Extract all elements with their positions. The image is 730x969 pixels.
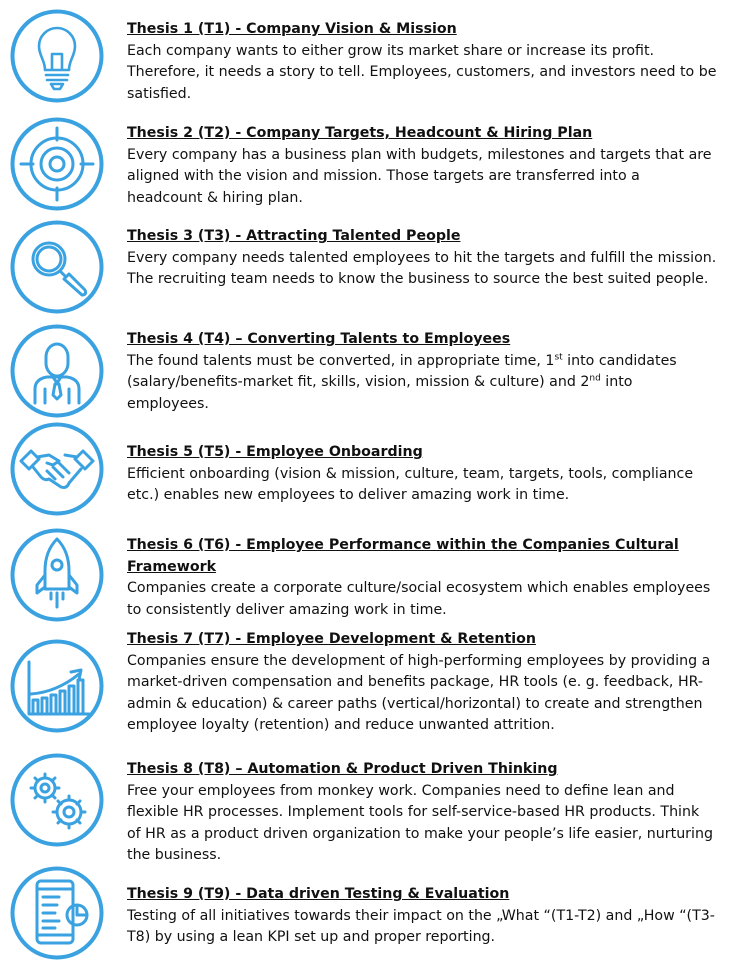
thesis-8: [127, 759, 717, 867]
thesis-body-part: into employees.: [127, 374, 633, 412]
mobile-report-icon: [9, 865, 105, 961]
thesis-title: Thesis 2 (T2) - Company Targets, Headcount & Hiring Plan: [127, 125, 593, 141]
thesis-body: Every company has a business plan with budgets, milestones and targets that are aligned with the vision and mission. Those targets are transferred into a headcount & hiring plan.: [127, 146, 712, 206]
thesis-body-part: into candidates (salary/benefits-market fit, skills, vision, mission & culture) and 2: [127, 352, 677, 390]
thesis-7: [127, 629, 717, 737]
thesis-1: [127, 19, 717, 105]
ordinal-suffix: st: [554, 351, 563, 362]
thesis-body: Free your employees from monkey work. Companies need to define lean and flexible HR processes. Implement tools for self-service-based HR products. Think of HR as a product driven organization to make your people’s life easier, nurturing the business.: [127, 782, 713, 863]
thesis-body: [127, 351, 717, 416]
thesis-3: [127, 226, 717, 291]
thesis-body: Efficient onboarding (vision & mission, culture, team, targets, tools, compliance etc.) enables new employees to deliver amazing work in time.: [127, 465, 694, 503]
thesis-9: [127, 884, 717, 949]
thesis-title: Thesis 1 (T1) - Company Vision & Mission: [127, 21, 457, 37]
gears-icon: [9, 752, 105, 848]
thesis-title: Thesis 4 (T4) – Converting Talents to Employees: [127, 331, 511, 347]
thesis-2: [127, 123, 717, 209]
thesis-body: Testing of all initiatives towards their impact on the „What “(T1-T2) and „How “(T3-T8) by using a lean KPI set up and proper reporting.: [127, 907, 715, 945]
thesis-body: Each company wants to either grow its market share or increase its profit. Therefore, it needs a story to tell. Employees, customers, and investors need to be satisfied.: [127, 42, 717, 102]
handshake-icon: [9, 421, 105, 517]
thesis-5: [127, 442, 717, 507]
thesis-4: [127, 329, 717, 415]
thesis-title: Thesis 3 (T3) - Attracting Talented People: [127, 228, 461, 244]
thesis-title: Thesis 9 (T9) - Data driven Testing & Evaluation: [127, 886, 510, 902]
thesis-body: Companies ensure the development of high-performing employees by providing a market-driven compensation and benefits package, HR tools (e. g. feedback, HR-admin & education) & career paths (vertical/horizontal) to create and strengthen employee loyalty (retention) and reduce unwanted attrition.: [127, 652, 711, 733]
magnifier-icon: [9, 219, 105, 315]
thesis-title: Thesis 5 (T5) - Employee Onboarding: [127, 444, 423, 460]
thesis-body-part: The found talents must be converted, in appropriate time, 1: [127, 352, 555, 369]
lightbulb-icon: [9, 8, 105, 104]
thesis-body: Every company needs talented employees to hit the targets and fulfill the mission. The recruiting team needs to know the business to source the best suited people.: [127, 249, 717, 287]
thesis-title: Thesis 6 (T6) - Employee Performance within the Companies Cultural Framework: [127, 537, 679, 575]
thesis-6: [127, 535, 717, 621]
thesis-title: Thesis 7 (T7) - Employee Development & Retention: [127, 631, 536, 647]
ordinal-suffix: nd: [589, 373, 601, 384]
thesis-body: Companies create a corporate culture/social ecosystem which enables employees to consistently deliver amazing work in time.: [127, 580, 711, 618]
rocket-icon: [9, 527, 105, 623]
thesis-title: Thesis 8 (T8) – Automation & Product Driven Thinking: [127, 761, 558, 777]
target-icon: [9, 116, 105, 212]
growth-chart-icon: [9, 638, 105, 734]
person-icon: [9, 323, 105, 419]
